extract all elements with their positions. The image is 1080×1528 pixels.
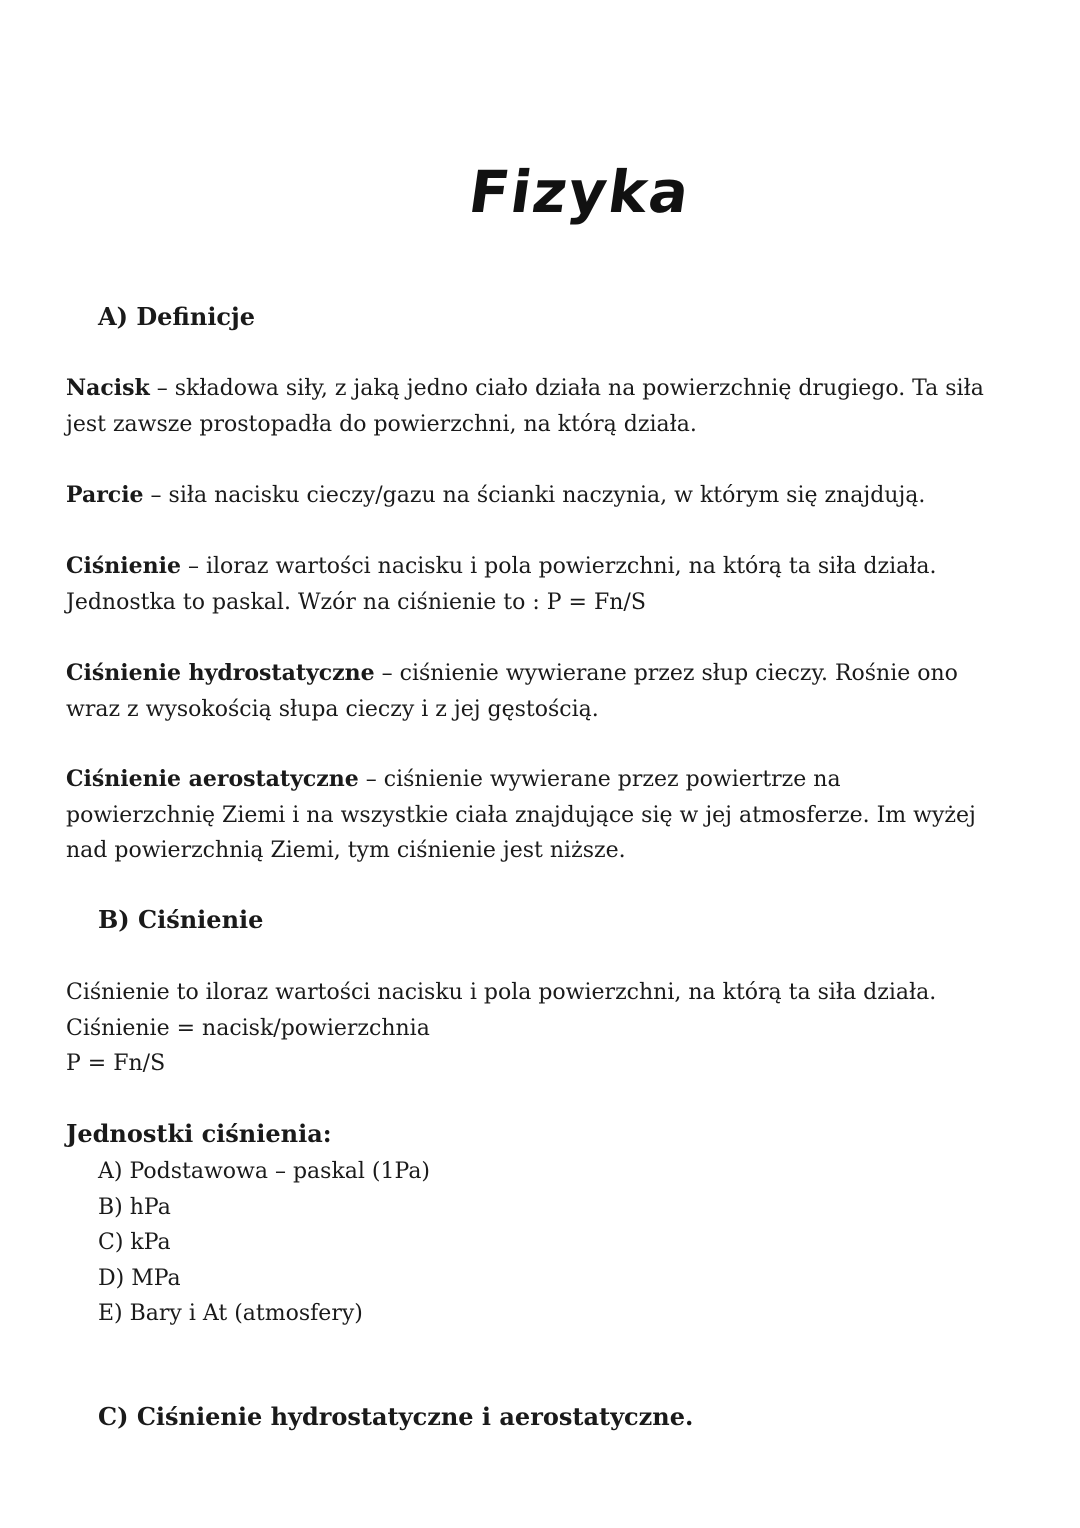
definition-text: powierzchnię Ziemi i na wszystkie ciała znajdujące się w jej atmosferze. Im wyżej (66, 802, 976, 828)
definition-text: nad powierzchnią Ziemi, tym ciśnienie jest niższe. (66, 838, 626, 863)
definition-cisnienie-aerostatyczne (66, 762, 1026, 869)
section-heading-hydro-aero: C) Ciśnienie hydrostatyczne i aerostatyczne. (98, 1402, 694, 1431)
definition-term: Nacisk (66, 375, 150, 401)
definition-text: – iloraz wartości nacisku i pola powierzchni, na którą ta siła działa. (180, 554, 937, 579)
definition-text: – ciśnienie wywierane przez powiertrze na (358, 767, 841, 792)
definition-nacisk (66, 371, 1026, 442)
page-title: Fizyka (464, 158, 696, 226)
definition-parcie (66, 478, 1026, 514)
list-item: C) kPa (98, 1230, 171, 1255)
pressure-paragraph (66, 975, 1026, 1082)
list-item: B) hPa (98, 1194, 171, 1220)
pressure-formula-words: Ciśnienie = nacisk/powierzchnia (66, 1015, 430, 1041)
definition-text: jest zawsze prostopadła do powierzchni, na którą działa. (66, 411, 697, 437)
section-heading-definitions: A) Definicje (98, 302, 255, 331)
definition-term: Ciśnienie aerostatyczne (66, 766, 359, 792)
list-item: E) Bary i At (atmosfery) (98, 1301, 363, 1326)
definition-cisnienie (66, 549, 1026, 620)
definition-cisnienie-hydrostatyczne (66, 656, 1026, 727)
list-item: A) Podstawowa – paskal (1Pa) (98, 1159, 431, 1184)
list-item: D) MPa (98, 1265, 181, 1291)
definition-term: Ciśnienie hydrostatyczne (66, 660, 375, 686)
pressure-text: Ciśnienie to iloraz wartości nacisku i pola powierzchni, na którą ta siła działa. (66, 980, 937, 1005)
pressure-formula: P = Fn/S (66, 1051, 166, 1076)
definition-text: Jednostka to paskal. Wzór na ciśnienie to : P = Fn/S (66, 589, 646, 615)
definition-text: – ciśnienie wywierane przez słup cieczy. Rośnie ono (374, 661, 958, 686)
units-list (98, 1154, 430, 1332)
section-heading-pressure: B) Ciśnienie (98, 905, 264, 934)
definition-term: Ciśnienie (66, 553, 181, 579)
definition-text: wraz z wysokością słupa cieczy i z jej gęstością. (66, 696, 599, 722)
definition-text: – siła nacisku cieczy/gazu na ścianki naczynia, w którym się znajdują. (143, 483, 926, 508)
units-title: Jednostki ciśnienia: (66, 1119, 332, 1148)
definition-term: Parcie (66, 482, 144, 508)
definition-text: – składowa siły, z jaką jedno ciało działa na powierzchnię drugiego. Ta siła (149, 376, 984, 401)
